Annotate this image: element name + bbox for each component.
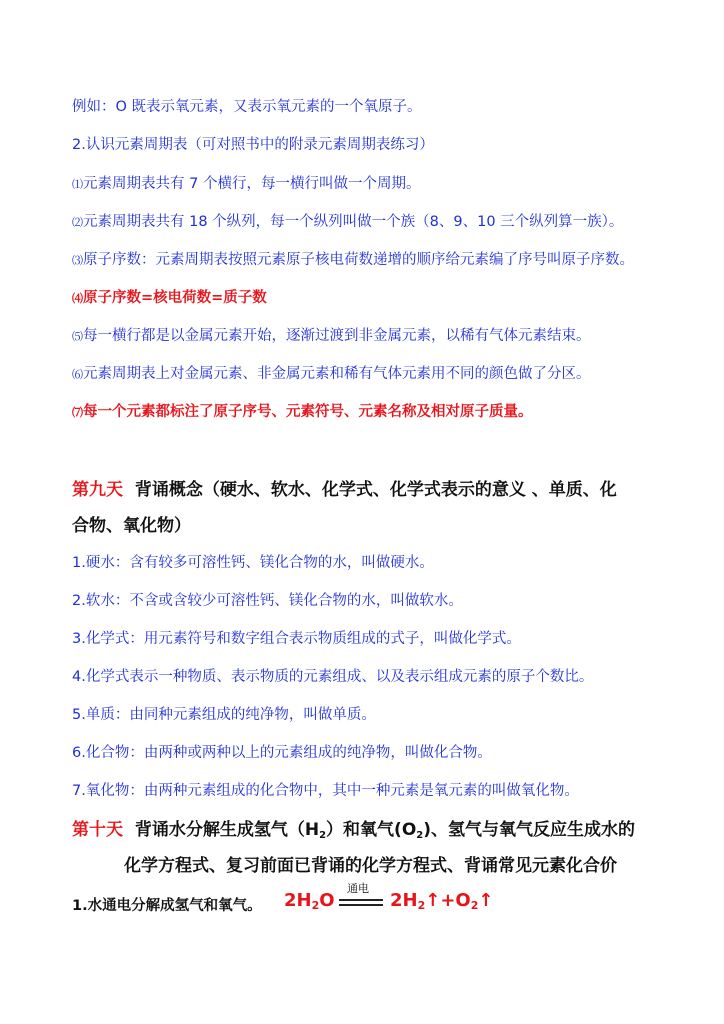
day9-title-continued: 合物、氧化物） [72, 516, 191, 536]
item-number: ⑷ [72, 292, 83, 305]
periodic-item-1 [72, 174, 420, 195]
day10-title-continued: 化学方程式、复习前面已背诵的化学方程式、背诵常见元素化合价 [124, 856, 617, 876]
periodic-item-4 [72, 288, 267, 309]
example-line: 例如：O 既表示氧元素，又表示氧元素的一个氧原子。 [72, 99, 422, 115]
equation-lhs [284, 888, 335, 919]
equation-bar-bottom [339, 904, 383, 906]
day9-item-6: 6.化合物：由两种或两种以上的元素组成的纯净物，叫做化合物。 [72, 745, 492, 761]
periodic-item-7 [72, 402, 533, 423]
equation-rhs [390, 888, 493, 919]
lhs-o: O [319, 890, 335, 911]
day9-title [72, 478, 617, 502]
day10-label: 第十天 [72, 820, 123, 840]
item-text: 元素周期表上对金属元素、非金属元素和稀有气体元素用不同的颜色做了分区。 [83, 366, 591, 382]
day9-item-4: 4.化学式表示一种物质、表示物质的元素组成、以及表示组成元素的原子个数比。 [72, 669, 594, 685]
lhs-subscript: 2 [311, 899, 320, 912]
item-number: ⑴ [72, 178, 83, 191]
day10-title-part1: 背诵水分解生成氢气（H [134, 820, 320, 840]
periodic-item-5 [72, 326, 591, 347]
day9-label: 第九天 [72, 480, 123, 500]
periodic-item-3 [72, 250, 634, 271]
rhs-o-subscript: 2 [470, 899, 479, 912]
item-text: 每一横行都是以金属元素开始，逐渐过渡到非金属元素，以稀有气体元素结束。 [83, 328, 591, 344]
lhs-h: 2H [284, 890, 312, 911]
periodic-item-2 [72, 212, 623, 233]
item-number: ⑸ [72, 330, 83, 343]
rhs-h: 2H [390, 890, 418, 911]
day10-title-part2: ）和氧气(O [326, 820, 417, 840]
equation-label: 1.水通电分解成氢气和氧气。 [72, 898, 262, 914]
day9-title-text: 背诵概念（硬水、软水、化学式、化学式表示的意义 、单质、化 [134, 480, 617, 500]
day10-title [72, 818, 635, 848]
day9-item-5: 5.单质：由同种元素组成的纯净物，叫做单质。 [72, 707, 376, 723]
equation-bar-top [339, 899, 383, 901]
item-number: ⑶ [72, 254, 83, 267]
periodic-table-heading: 2.认识元素周期表（可对照书中的附录元素周期表练习） [72, 137, 434, 153]
item-text: 原子序数=核电荷数=质子数 [83, 290, 267, 306]
item-text: 原子序数：元素周期表按照元素原子核电荷数递增的顺序给元素编了序号叫原子序数。 [83, 252, 634, 268]
item-number: ⑵ [72, 216, 83, 229]
item-text: 元素周期表共有 7 个横行，每一横行叫做一个周期。 [83, 176, 421, 192]
item-text: 元素周期表共有 18 个纵列，每一个纵列叫做一个族（8、9、10 三个纵列算一族）。 [83, 214, 624, 230]
periodic-item-6 [72, 364, 591, 385]
day9-item-3: 3.化学式：用元素符号和数字组合表示物质组成的式子，叫做化学式。 [72, 631, 521, 647]
h2-subscript: 2 [319, 830, 327, 841]
rhs-h-subscript: 2 [417, 899, 426, 912]
equation-condition: 通电 [347, 882, 369, 895]
rhs-arrow-o: ↑+O [425, 890, 471, 911]
day9-item-1: 1.硬水：含有较多可溶性钙、镁化合物的水，叫做硬水。 [72, 555, 434, 571]
item-text: 每一个元素都标注了原子序号、元素符号、元素名称及相对原子质量。 [83, 404, 533, 420]
day10-title-part3: )、氢气与氧气反应生成水的 [423, 820, 636, 840]
rhs-arrow: ↑ [478, 890, 494, 911]
item-number: ⑺ [72, 406, 83, 419]
day9-item-2: 2.软水：不含或含较少可溶性钙、镁化合物的水，叫做软水。 [72, 593, 463, 609]
item-number: ⑹ [72, 368, 83, 381]
o2-subscript: 2 [416, 830, 424, 841]
day9-item-7: 7.氧化物：由两种元素组成的化合物中，其中一种元素是氧元素的叫做氧化物。 [72, 783, 579, 799]
